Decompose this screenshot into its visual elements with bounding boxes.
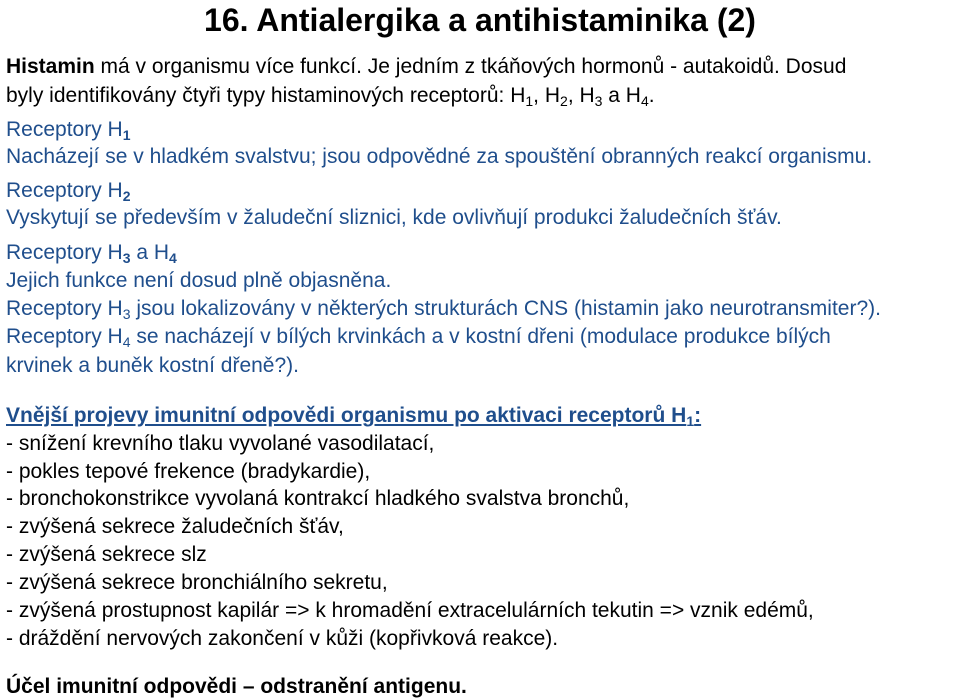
- r3-post: jsou lokalizovány v některých strukturách CNS (histamin jako neurotransmiter?).: [130, 297, 881, 320]
- r4-post: se nacházejí v bílých krvinkách a v kostní dřeni (modulace produkce bílých: [130, 325, 831, 348]
- subscript: 2: [122, 188, 131, 204]
- h1-heading: [6, 118, 131, 142]
- subscript: 1: [525, 93, 534, 109]
- r4-pre: Receptory H: [6, 325, 123, 348]
- intro-line2-text: byly identifikovány čtyři typy histaminových receptorů: H: [6, 84, 526, 107]
- subscript: 4: [640, 93, 649, 109]
- subscript: 3: [122, 250, 131, 266]
- h2-heading: [6, 179, 131, 203]
- subscript: 4: [169, 250, 177, 266]
- subscript: 2: [560, 93, 568, 109]
- r3-text: [6, 297, 881, 321]
- h1-text: Nacházejí se v hladkém svalstvu; jsou odpovědné za spouštění obranných reakcí organismu.: [6, 145, 873, 168]
- h34-text: Jejich funkce není dosud plně objasněna.: [6, 269, 392, 292]
- intro-line1-text: má v organismu více funkcí. Je jedním z tkáňových hormonů - autakoidů. Dosud: [94, 55, 847, 78]
- subscript: 1: [686, 413, 695, 429]
- effect-item: - zvýšená sekrece bronchiálního sekretu,: [6, 571, 388, 594]
- effect-item: - bronchokonstrikce vyvolaná kontrakcí hladkého svalstva bronchů,: [6, 487, 630, 510]
- intro-bold-word: Histamin: [6, 55, 95, 78]
- subscript: 1: [122, 127, 131, 143]
- intro-line-1: [6, 55, 846, 79]
- effect-item: - zvýšená prostupnost kapilár => k hromadění extracelulárních tekutin => vznik edémů,: [6, 599, 814, 622]
- subscript: 4: [122, 334, 131, 350]
- h34-heading-text: Receptory H: [6, 241, 123, 264]
- conclusion: Účel imunitní odpovědi – odstranění antigenu.: [6, 675, 467, 698]
- h34-heading: [6, 241, 177, 265]
- h34-heading-mid: a H: [130, 241, 170, 264]
- page-title: 16. Antialergika a antihistaminika (2): [204, 2, 756, 38]
- effects-heading-text: Vnější projevy imunitní odpovědi organismu po aktivaci receptorů H: [6, 404, 687, 427]
- r4-text: [6, 325, 831, 349]
- r4-text-line2: krvinek a buněk kostní dřeně?).: [6, 354, 299, 377]
- h2-heading-text: Receptory H: [6, 179, 123, 202]
- intro-end: .: [648, 84, 655, 107]
- effect-item: - zvýšená sekrece slz: [6, 543, 207, 566]
- intro-sep: a H: [602, 84, 641, 107]
- h2-text: Vyskytují se především v žaludeční sliznici, kde ovlivňují produkci žaludečních šťáv.: [6, 206, 782, 229]
- r3-pre: Receptory H: [6, 297, 123, 320]
- subscript: 3: [594, 93, 603, 109]
- intro-sep: , H: [567, 84, 595, 107]
- effects-heading: [6, 404, 701, 428]
- effect-item: - pokles tepové frekence (bradykardie),: [6, 460, 371, 483]
- intro-sep: , H: [533, 84, 561, 107]
- h1-heading-text: Receptory H: [6, 118, 123, 141]
- effects-heading-colon: :: [694, 404, 702, 427]
- effect-item: - dráždění nervových zakončení v kůži (kopřivková reakce).: [6, 627, 559, 650]
- effect-item: - snížení krevního tlaku vyvolané vasodilatací,: [6, 432, 435, 455]
- intro-line-2: [6, 84, 655, 108]
- effect-item: - zvýšená sekrece žaludečních šťáv,: [6, 515, 344, 538]
- subscript: 3: [122, 306, 131, 322]
